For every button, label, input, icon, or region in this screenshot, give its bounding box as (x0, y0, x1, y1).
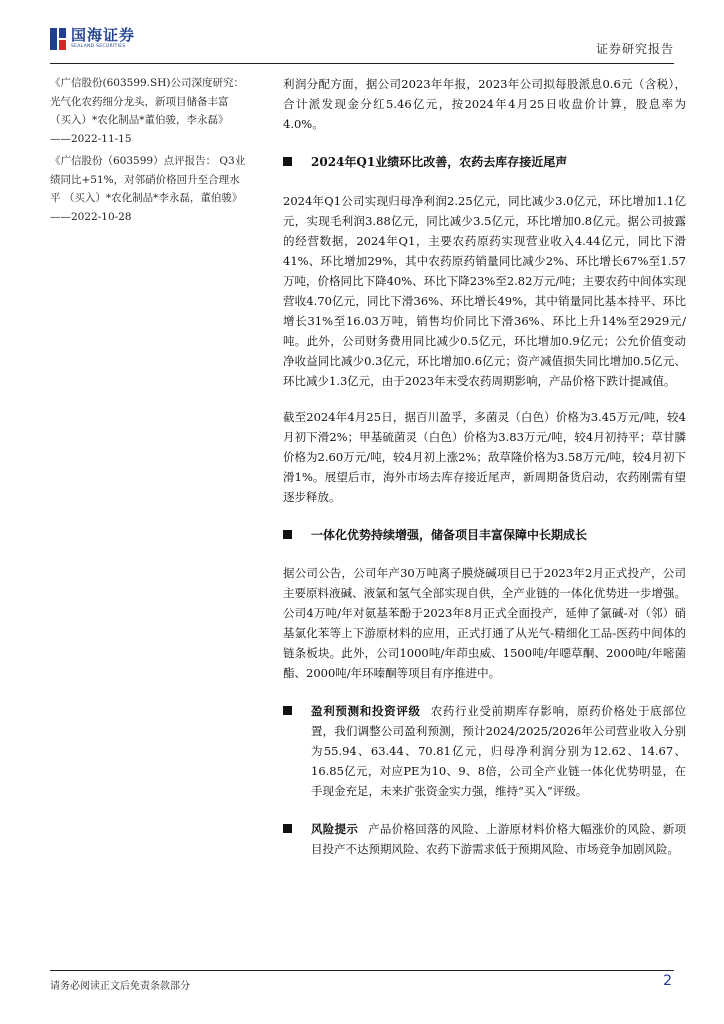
bullet-square-icon (283, 824, 292, 833)
related-report-item: 《广信股份（603599）点评报告： Q3业绩同比+51%，对邻硝价格回升至合理水平 （买入）*农化制品*李永磊，董伯骏》——2022-10-28 (50, 155, 246, 223)
section-heading (283, 152, 686, 172)
logo-english-name: SEALAND SECURITIES (71, 44, 126, 50)
section-title: 风险提示 (311, 822, 359, 836)
main-body (283, 74, 686, 859)
section-title: 2024年Q1业绩环比改善，农药去库存接近尾声 (311, 155, 568, 169)
section-heading (283, 525, 686, 545)
header-divider (50, 63, 674, 64)
forecast-paragraph: 农药行业受前期库存影响，原药价格处于底部位置，我们调整公司盈利预测，预计2024/2025/2026年公司营业收入分别为55.94、63.44、70.81亿元，归母净利润分别为12.62、14.67、16.85亿元，对应PE为10、9、8倍，公司全产业链一体化优势明显，在手现金充足，未来扩张资金实力强，维持“买入”评级。 (311, 704, 687, 798)
bullet-square-icon (283, 706, 292, 715)
page-number: 2 (663, 973, 672, 989)
integration-paragraph: 据公司公告，公司年产30万吨离子膜烧碱项目已于2023年2月正式投产，公司主要原料液碱、液氯和氢气全部实现自供，全产业链的一体化优势进一步增强。公司4万吨/年对氨基苯酚于2023年8月正式全面投产，延伸了氯碱-对（邻）硝基氯化苯等上下游原材料的应用，正式打通了从光气-精细化工品-医药中间体的链条板块。此外，公司1000吨/年茚虫威、1500吨/年噁草酮、2000吨/年嘧菌酯、2000吨/年环嗪酮等项目有序推进中。 (283, 566, 686, 680)
q1-results-paragraph: 2024年Q1公司实现归母净利润2.25亿元，同比减少3.0亿元，环比增加1.1亿元，实现毛利润3.88亿元，同比减少3.5亿元，环比增加0.8亿元。据公司披露的经营数据，2024年Q1，主要农药原药实现营业收入4.44亿元，同比下滑41%、环比增加29%，其中农药原药销量同比减少2%、环比增长67%至1.57万吨，价格同比下降40%、环比下降23%至2.82万元/吨；主要农药中间体实现营收4.70亿元，同比下滑36%、环比增长49%，其中销量同比基本持平、环比增长31%至16.03万吨，销售均价同比下滑36%、环比上升14%至2929元/吨。此外，公司财务费用同比减少0.5亿元，环比增加0.9亿元；公允价值变动净收益同比减少0.3亿元，环比增加0.6亿元；资产减值损失同比增加0.5亿元、环比减少1.3亿元，由于2023年末受农药周期影响，产品价格下跌计提减值。 (283, 194, 686, 388)
related-report-item: 《广信股份(603599.SH)公司深度研究：光气化农药细分龙头，新项目储备丰富（买入）*农化制品*董伯骏，李永磊》——2022-11-15 (50, 77, 244, 145)
dividend-paragraph: 利润分配方面，据公司2023年年报，2023年公司拟每股派息0.6元（含税），合计派发现金分红5.46亿元，按2024年4月25日收盘价计算，股息率为4.0%。 (283, 77, 686, 131)
logo-mark-icon (50, 28, 66, 50)
risk-section (283, 819, 686, 859)
section-title: 一体化优势持续增强，储备项目丰富保障中长期成长 (311, 528, 588, 542)
bullet-square-icon (283, 157, 292, 166)
price-outlook-paragraph: 截至2024年4月25日，据百川盈孚，多菌灵（白色）价格为3.45万元/吨，较4月初下滑2%；甲基硫菌灵（白色）价格为3.83万元/吨，较4月初持平；草甘膦价格为2.60万元/吨，较4月初上涨2%；敌草隆价格为3.58万元/吨，较4月初下滑1%。展望后市，海外市场去库存接近尾声，新周期备货启动，农药刚需有望逐步释放。 (283, 410, 686, 504)
risk-paragraph: 产品价格回落的风险、上游原材料价格大幅涨价的风险、新项目投产不达预期风险、农药下游需求低于预期风险、市场竞争加剧风险。 (311, 822, 687, 856)
bullet-square-icon (283, 530, 292, 539)
report-type-label: 证券研究报告 (595, 42, 674, 56)
page-header (50, 26, 674, 62)
company-logo (50, 28, 135, 50)
footer-divider (50, 970, 674, 971)
section-title: 盈利预测和投资评级 (311, 704, 421, 718)
footer-disclaimer: 请务必阅读正文后免责条款部分 (50, 981, 190, 992)
logo-chinese-name: 国海证券 (71, 26, 136, 45)
forecast-section (283, 701, 686, 801)
related-reports-column (50, 74, 246, 230)
